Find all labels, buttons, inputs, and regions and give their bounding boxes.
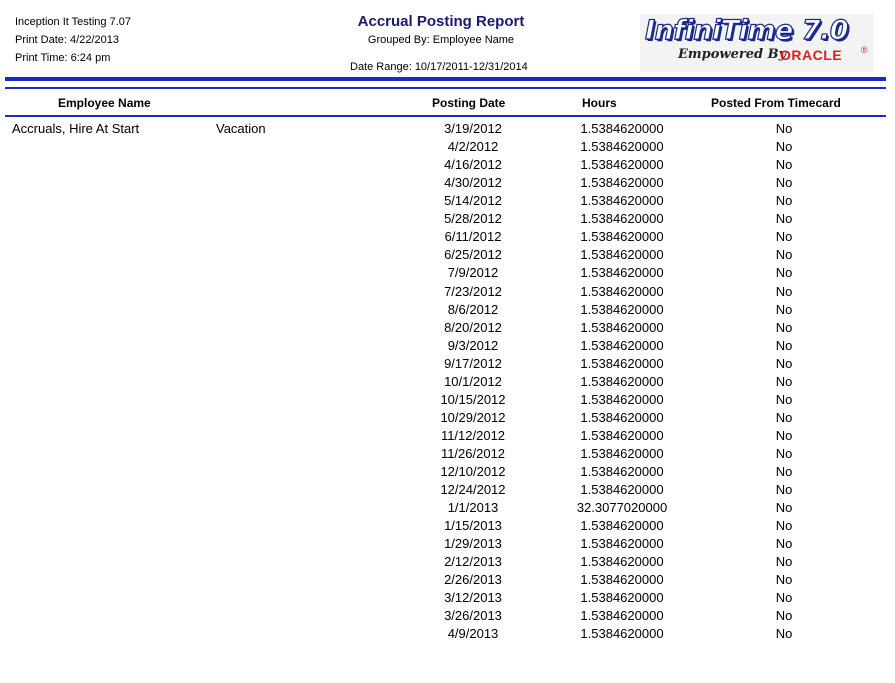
table-row bbox=[0, 356, 895, 374]
posted-from-timecard-cell: No bbox=[775, 554, 793, 570]
posting-date-cell: 5/28/2012 bbox=[444, 211, 502, 227]
posting-date-cell: 10/29/2012 bbox=[440, 409, 506, 425]
table-row bbox=[0, 302, 895, 320]
posting-date-cell: 11/12/2012 bbox=[440, 427, 506, 443]
hours-cell: 1.5384620000 bbox=[580, 536, 664, 552]
posted-from-timecard-cell: No bbox=[775, 301, 793, 317]
posted-from-timecard-cell: No bbox=[775, 319, 793, 335]
hours-cell: 1.5384620000 bbox=[580, 265, 664, 281]
hours-cell: 1.5384620000 bbox=[580, 319, 664, 335]
posting-date-cell: 12/24/2012 bbox=[440, 482, 506, 497]
logo-tagline: Empowered By bbox=[678, 47, 787, 62]
posting-date-cell: 3/12/2013 bbox=[444, 590, 502, 606]
posted-from-timecard-cell: No bbox=[775, 211, 793, 227]
posted-from-timecard-cell: No bbox=[775, 229, 793, 245]
posted-from-timecard-cell: No bbox=[775, 482, 793, 497]
posting-date-cell: 5/14/2012 bbox=[444, 193, 502, 209]
hours-cell: 1.5384620000 bbox=[580, 554, 664, 570]
table-row bbox=[0, 338, 895, 356]
posted-from-timecard-cell: No bbox=[775, 193, 793, 209]
table-row bbox=[0, 211, 895, 229]
header-rule-bottom bbox=[5, 115, 886, 117]
hours-cell: 1.5384620000 bbox=[580, 193, 664, 209]
posting-date-cell: 3/19/2012 bbox=[444, 121, 502, 136]
posted-from-timecard-cell: No bbox=[775, 500, 793, 516]
posting-date-cell: 12/10/2012 bbox=[440, 463, 506, 479]
table-row bbox=[0, 572, 895, 590]
posted-from-timecard-cell: No bbox=[775, 175, 793, 191]
posted-from-timecard-cell: No bbox=[775, 247, 793, 263]
posted-from-timecard-cell: No bbox=[775, 427, 793, 443]
hours-cell: 1.5384620000 bbox=[580, 391, 664, 407]
posting-date-cell: 6/25/2012 bbox=[444, 247, 502, 263]
table-row bbox=[0, 554, 895, 572]
posted-from-timecard-cell: No bbox=[775, 536, 793, 552]
table-row bbox=[0, 139, 895, 157]
posting-date-cell: 7/23/2012 bbox=[444, 283, 502, 299]
hours-cell: 1.5384620000 bbox=[580, 427, 664, 443]
date-range: Date Range: 10/17/2011-12/31/2014 bbox=[350, 61, 528, 73]
hours-cell: 1.5384620000 bbox=[580, 590, 664, 606]
report-title: Accrual Posting Report bbox=[357, 13, 525, 30]
posting-date-cell: 4/2/2012 bbox=[447, 139, 499, 155]
posting-date-cell: 8/20/2012 bbox=[444, 319, 502, 335]
hours-cell: 1.5384620000 bbox=[580, 229, 664, 245]
posting-date-cell: 6/11/2012 bbox=[444, 229, 502, 245]
posting-date-cell: 9/17/2012 bbox=[444, 355, 502, 371]
posted-from-timecard-cell: No bbox=[775, 157, 793, 173]
grouped-by: Grouped By: Employee Name bbox=[367, 34, 515, 46]
table-row bbox=[0, 320, 895, 338]
posting-date-cell: 1/15/2013 bbox=[444, 518, 502, 534]
group-employee-name: Accruals, Hire At Start bbox=[12, 121, 140, 136]
posting-date-cell: 9/3/2012 bbox=[447, 337, 499, 353]
table-row bbox=[0, 446, 895, 464]
hours-cell: 1.5384620000 bbox=[580, 608, 664, 624]
posted-from-timecard-cell: No bbox=[775, 572, 793, 588]
hours-cell: 1.5384620000 bbox=[580, 247, 664, 263]
header-rule-mid bbox=[5, 87, 886, 89]
table-row bbox=[0, 464, 895, 482]
hours-cell: 1.5384620000 bbox=[580, 355, 664, 371]
posted-from-timecard-cell: No bbox=[775, 355, 793, 371]
table-row bbox=[0, 482, 895, 500]
posted-from-timecard-cell: No bbox=[775, 626, 793, 642]
print-time: Print Time: 6:24 pm bbox=[15, 52, 111, 64]
posted-from-timecard-cell: No bbox=[775, 608, 793, 624]
registered-mark-icon: ® bbox=[861, 45, 868, 55]
table-row bbox=[0, 500, 895, 518]
hours-cell: 1.5384620000 bbox=[580, 409, 664, 425]
posting-date-cell: 11/26/2012 bbox=[440, 445, 506, 461]
table-row bbox=[0, 265, 895, 283]
table-row bbox=[0, 392, 895, 410]
oracle-logo: ORACLE bbox=[780, 47, 843, 63]
posting-date-cell: 4/16/2012 bbox=[444, 157, 502, 173]
posted-from-timecard-cell: No bbox=[775, 139, 793, 155]
group-accrual-type: Vacation bbox=[216, 121, 266, 136]
posted-from-timecard-cell: No bbox=[775, 391, 793, 407]
posting-date-cell: 3/26/2013 bbox=[444, 608, 502, 624]
hours-cell: 1.5384620000 bbox=[580, 463, 664, 479]
table-row bbox=[0, 626, 895, 644]
hours-cell: 1.5384620000 bbox=[580, 572, 664, 588]
posting-date-cell: 1/1/2013 bbox=[447, 500, 499, 516]
posted-from-timecard-cell: No bbox=[775, 337, 793, 353]
table-row bbox=[0, 428, 895, 446]
table-row bbox=[0, 536, 895, 554]
posted-from-timecard-cell: No bbox=[775, 409, 793, 425]
posted-from-timecard-cell: No bbox=[775, 518, 793, 534]
header-rule-top bbox=[5, 77, 886, 81]
hours-cell: 1.5384620000 bbox=[580, 301, 664, 317]
company-name: Inception It Testing 7.07 bbox=[15, 16, 131, 28]
posted-from-timecard-cell: No bbox=[775, 590, 793, 606]
print-date: Print Date: 4/22/2013 bbox=[15, 34, 119, 46]
posted-from-timecard-cell: No bbox=[775, 463, 793, 479]
col-header-posted-from-timecard: Posted From Timecard bbox=[711, 96, 841, 110]
table-row bbox=[0, 157, 895, 175]
table-row bbox=[0, 410, 895, 428]
posting-date-cell: 7/9/2012 bbox=[447, 265, 499, 281]
hours-cell: 1.5384620000 bbox=[580, 482, 664, 497]
infinitime-logo bbox=[640, 14, 874, 72]
hours-cell: 1.5384620000 bbox=[580, 337, 664, 353]
posted-from-timecard-cell: No bbox=[775, 265, 793, 281]
posted-from-timecard-cell: No bbox=[775, 283, 793, 299]
posted-from-timecard-cell: No bbox=[775, 121, 793, 136]
hours-cell: 1.5384620000 bbox=[580, 211, 664, 227]
table-row bbox=[0, 608, 895, 626]
posted-from-timecard-cell: No bbox=[775, 445, 793, 461]
table-row bbox=[0, 247, 895, 265]
hours-cell: 1.5384620000 bbox=[580, 445, 664, 461]
posting-date-cell: 2/26/2013 bbox=[444, 572, 502, 588]
table-row bbox=[0, 121, 895, 139]
hours-cell: 1.5384620000 bbox=[580, 157, 664, 173]
hours-cell: 1.5384620000 bbox=[580, 518, 664, 534]
hours-cell: 1.5384620000 bbox=[580, 121, 664, 136]
table-row bbox=[0, 590, 895, 608]
table-row bbox=[0, 193, 895, 211]
hours-cell: 32.3077020000 bbox=[576, 500, 668, 516]
posting-date-cell: 10/1/2012 bbox=[444, 373, 502, 389]
hours-cell: 1.5384620000 bbox=[580, 373, 664, 389]
col-header-posting-date: Posting Date bbox=[432, 96, 506, 110]
hours-cell: 1.5384620000 bbox=[580, 175, 664, 191]
table-row bbox=[0, 175, 895, 193]
col-header-hours: Hours bbox=[582, 96, 617, 110]
hours-cell: 1.5384620000 bbox=[580, 139, 664, 155]
table-row bbox=[0, 518, 895, 536]
table-row bbox=[0, 374, 895, 392]
posting-date-cell: 4/30/2012 bbox=[444, 175, 502, 191]
logo-wordmark: InfiniTime 7.0 bbox=[645, 15, 849, 46]
table-row bbox=[0, 284, 895, 302]
col-header-employee: Employee Name bbox=[58, 96, 151, 110]
posting-date-cell: 4/9/2013 bbox=[447, 626, 499, 642]
hours-cell: 1.5384620000 bbox=[580, 283, 664, 299]
posting-date-cell: 8/6/2012 bbox=[447, 301, 499, 317]
table-row bbox=[0, 229, 895, 247]
posting-date-cell: 10/15/2012 bbox=[440, 391, 506, 407]
posting-date-cell: 2/12/2013 bbox=[444, 554, 502, 570]
posting-date-cell: 1/29/2013 bbox=[444, 536, 502, 552]
posted-from-timecard-cell: No bbox=[775, 373, 793, 389]
hours-cell: 1.5384620000 bbox=[580, 626, 664, 642]
